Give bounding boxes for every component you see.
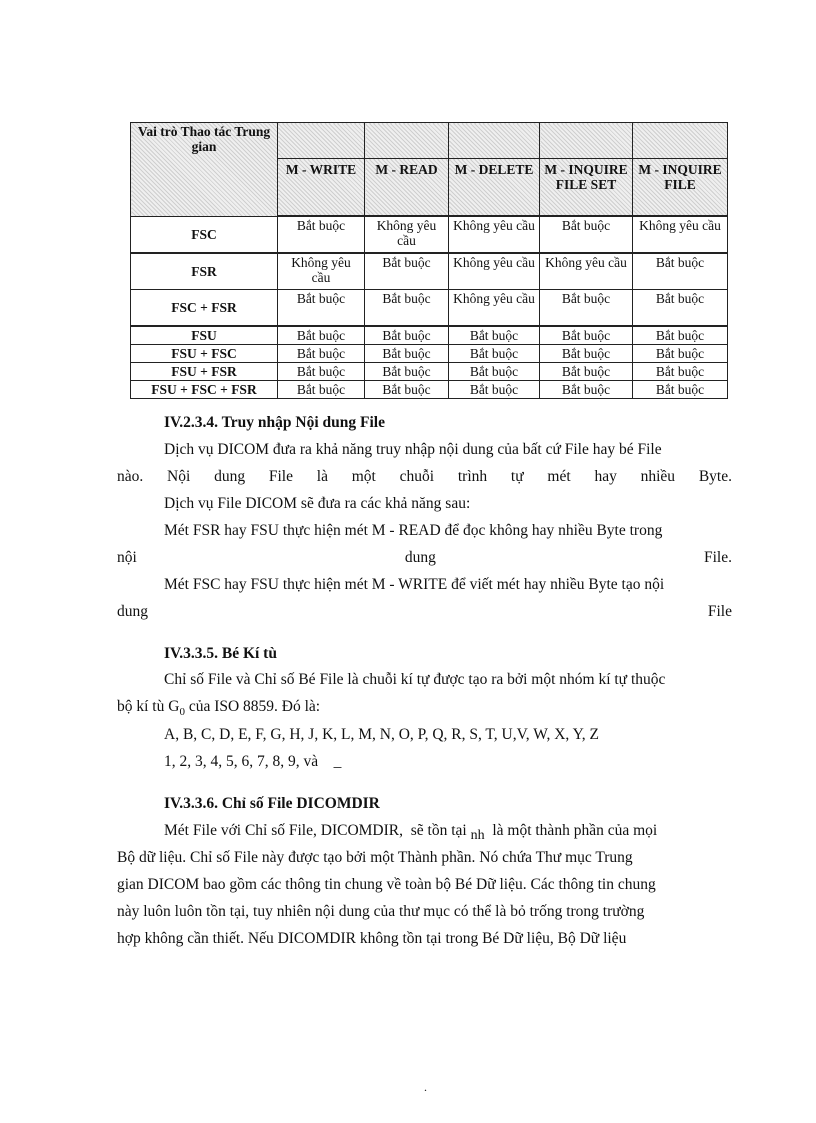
table-cell: Bắt buộc [449,381,540,399]
paragraph-line-justified: dung File [117,603,732,620]
table-cell: Bắt buộc [633,253,728,290]
corner-header-cell: Vai trò Thao tác Trung gian [131,123,278,217]
paragraph-line-justified: nào. Nội dung File là một chuỗi trình tự mét hay nhiều Byte. [117,468,732,485]
table-cell: Bắt buộc [365,363,449,381]
table-cell: Bắt buộc [365,381,449,399]
row-header: FSC [131,216,278,253]
table-cell: Bắt buộc [540,326,633,345]
section-heading: IV.2.3.4. Truy nhập Nội dung File [164,414,385,431]
column-header: M - READ [365,159,449,217]
table-cell: Bắt buộc [278,381,365,399]
table-cell: Bắt buộc [278,290,365,327]
table-cell: Bắt buộc [365,326,449,345]
table-row [131,345,728,363]
table-cell: Không yêu cầu [449,216,540,253]
paragraph-line: gian DICOM bao gồm các thông tin chung về toàn bộ Bé Dữ liệu. Các thông tin chung [117,876,656,893]
table-cell: Không yêu cầu [278,253,365,290]
row-header: FSU + FSC + FSR [131,381,278,399]
column-header: M - DELETE [449,159,540,217]
table-cell: Bắt buộc [633,381,728,399]
section-heading: IV.3.3.5. Bé Kí tù [164,645,277,662]
table-cell: Bắt buộc [278,345,365,363]
paragraph-line: hợp không cần thiết. Nếu DICOMDIR không tồn tại trong Bé Dữ liệu, Bộ Dữ liệu [117,930,627,947]
table-row [131,326,728,345]
paragraph-line: Mét FSR hay FSU thực hiện mét M - READ để đọc không hay nhiều Byte trong [164,522,663,539]
paragraph-line: này luôn luôn tồn tại, tuy nhiên nội dung của thư mục có thể là bỏ trống trong trường [117,903,645,920]
paragraph-line: Dịch vụ File DICOM sẽ đưa ra các khả năng sau: [164,495,471,512]
table-cell: Bắt buộc [540,363,633,381]
row-header: FSU + FSC [131,345,278,363]
table-cell: Bắt buộc [365,290,449,327]
table-cell: Bắt buộc [540,216,633,253]
paragraph-line: Mét File với Chỉ số File, DICOMDIR, sẽ tồn tại $_{nh}$ là một thành phần của mọi [164,822,658,844]
table-header-row [131,123,728,159]
table-cell: Bắt buộc [365,345,449,363]
row-header: FSU + FSR [131,363,278,381]
table-cell: Bắt buộc [449,326,540,345]
table-cell: Không yêu cầu [449,290,540,327]
table-row [131,216,728,253]
row-header: FSR [131,253,278,290]
paragraph-line-justified: nội dung File. [117,549,732,566]
table-cell: Bắt buộc [633,345,728,363]
media-roles-table [130,122,728,399]
paragraph-line: Bộ dữ liệu. Chỉ số File này được tạo bởi một Thành phần. Nó chứa Thư mục Trung [117,849,633,866]
table-cell: Bắt buộc [633,363,728,381]
paragraph-line: Chỉ số File và Chỉ số Bé File là chuỗi kí tự được tạo ra bởi một nhóm kí tự thuộc [164,671,666,688]
row-header: FSC + FSR [131,290,278,327]
section-heading: IV.3.3.6. Chỉ số File DICOMDIR [164,795,380,812]
column-header: M - INQUIRE FILE SET [540,159,633,217]
table-row [131,363,728,381]
table-cell: Bắt buộc [449,363,540,381]
paragraph-line: bộ kí tù $G_0$ của ISO 8859. Đó là: [117,698,321,719]
paragraph-line: Dịch vụ DICOM đưa ra khả năng truy nhập nội dung của bất cứ File hay bé File [164,441,662,458]
table-row [131,290,728,327]
table-cell: Bắt buộc [278,216,365,253]
letters-list: A, B, C, D, E, F, G, H, J, K, L, M, N, O, P, Q, R, S, T, U,V, W, X, Y, Z [164,726,599,743]
table-cell: Bắt buộc [540,345,633,363]
table-cell: Bắt buộc [278,326,365,345]
page-mark: . [424,1080,427,1094]
table-cell: Bắt buộc [540,290,633,327]
table-cell: Không yêu cầu [365,216,449,253]
table-cell: Bắt buộc [449,345,540,363]
table-cell: Bắt buộc [633,290,728,327]
column-header: M - WRITE [278,159,365,217]
digits-list: 1, 2, 3, 4, 5, 6, 7, 8, 9, và _ [164,753,342,770]
table-row [131,381,728,399]
table-row [131,253,728,290]
table-cell: Bắt buộc [633,326,728,345]
table-cell: Không yêu cầu [540,253,633,290]
table-cell: Không yêu cầu [633,216,728,253]
table-cell: Bắt buộc [278,363,365,381]
table-cell: Không yêu cầu [449,253,540,290]
table-cell: Bắt buộc [540,381,633,399]
table-cell: Bắt buộc [365,253,449,290]
row-header: FSU [131,326,278,345]
column-header: M - INQUIRE FILE [633,159,728,217]
paragraph-line: Mét FSC hay FSU thực hiện mét M - WRITE để viết mét hay nhiều Byte tạo nội [164,576,665,593]
